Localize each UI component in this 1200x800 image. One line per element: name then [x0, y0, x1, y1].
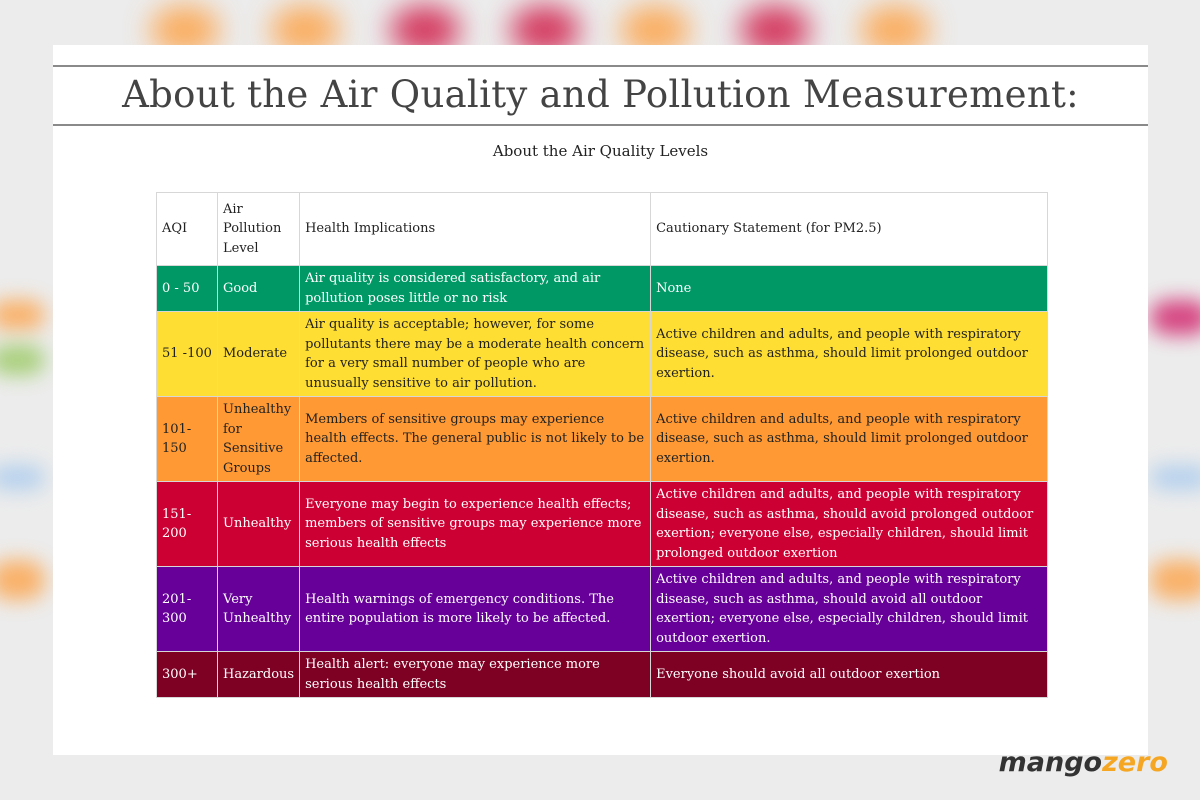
cell-level: Hazardous: [218, 652, 300, 698]
cell-health: Air quality is acceptable; however, for some pollutants there may be a moderate health concern for a very small number of people who are unusually sensitive to air pollution.: [300, 312, 651, 397]
content-panel: [53, 45, 1148, 755]
cell-caution: Active children and adults, and people with respiratory disease, such as asthma, should limit prolonged outdoor exertion.: [651, 312, 1048, 397]
cell-aqi: 101-150: [157, 397, 218, 482]
cell-health: Health alert: everyone may experience more serious health effects: [300, 652, 651, 698]
cell-health: Health warnings of emergency conditions. The entire population is more likely to be affected.: [300, 567, 651, 652]
cell-level: Unhealthy for Sensitive Groups: [218, 397, 300, 482]
cell-level: Good: [218, 266, 300, 312]
table-row-unhealthy: [157, 482, 1048, 567]
title-bottom-divider: [53, 124, 1148, 126]
table-row-hazardous: [157, 652, 1048, 698]
cell-aqi: 151-200: [157, 482, 218, 567]
cell-health: Members of sensitive groups may experience health effects. The general public is not likely to be affected.: [300, 397, 651, 482]
cell-level: Unhealthy: [218, 482, 300, 567]
title-top-divider: [53, 65, 1148, 67]
logo-text-zero: zero: [1102, 747, 1168, 778]
cell-health: Everyone may begin to experience health effects; members of sensitive groups may experience more serious health effects: [300, 482, 651, 567]
table-row-good: [157, 266, 1048, 312]
page-title: About the Air Quality and Pollution Measurement:: [122, 73, 1079, 116]
cell-caution: Active children and adults, and people with respiratory disease, such as asthma, should avoid prolonged outdoor exertion; everyone else, especially children, should limit prolonged outdoor exertion: [651, 482, 1048, 567]
mangozero-logo: [999, 747, 1168, 778]
table-header-row: [157, 193, 1048, 266]
header-aqi: AQI: [157, 193, 218, 266]
header-health: Health Implications: [300, 193, 651, 266]
cell-aqi: 300+: [157, 652, 218, 698]
cell-caution: Active children and adults, and people with respiratory disease, such as asthma, should avoid all outdoor exertion; everyone else, especially children, should limit outdoor exertion.: [651, 567, 1048, 652]
cell-caution: Active children and adults, and people with respiratory disease, such as asthma, should limit prolonged outdoor exertion.: [651, 397, 1048, 482]
cell-caution: None: [651, 266, 1048, 312]
header-caution: Cautionary Statement (for PM2.5): [651, 193, 1048, 266]
cell-caution: Everyone should avoid all outdoor exertion: [651, 652, 1048, 698]
logo-text-mango: mango: [998, 747, 1103, 778]
table-caption: About the Air Quality Levels: [492, 142, 709, 160]
cell-health: Air quality is considered satisfactory, and air pollution poses little or no risk: [300, 266, 651, 312]
header-level: Air Pollution Level: [218, 193, 300, 266]
cell-level: Moderate: [218, 312, 300, 397]
table-row-unhealthy-sensitive: [157, 397, 1048, 482]
table-row-moderate: [157, 312, 1048, 397]
cell-level: Very Unhealthy: [218, 567, 300, 652]
cell-aqi: 0 - 50: [157, 266, 218, 312]
aqi-table: [156, 192, 1048, 698]
cell-aqi: 201-300: [157, 567, 218, 652]
table-row-very-unhealthy: [157, 567, 1048, 652]
cell-aqi: 51 -100: [157, 312, 218, 397]
